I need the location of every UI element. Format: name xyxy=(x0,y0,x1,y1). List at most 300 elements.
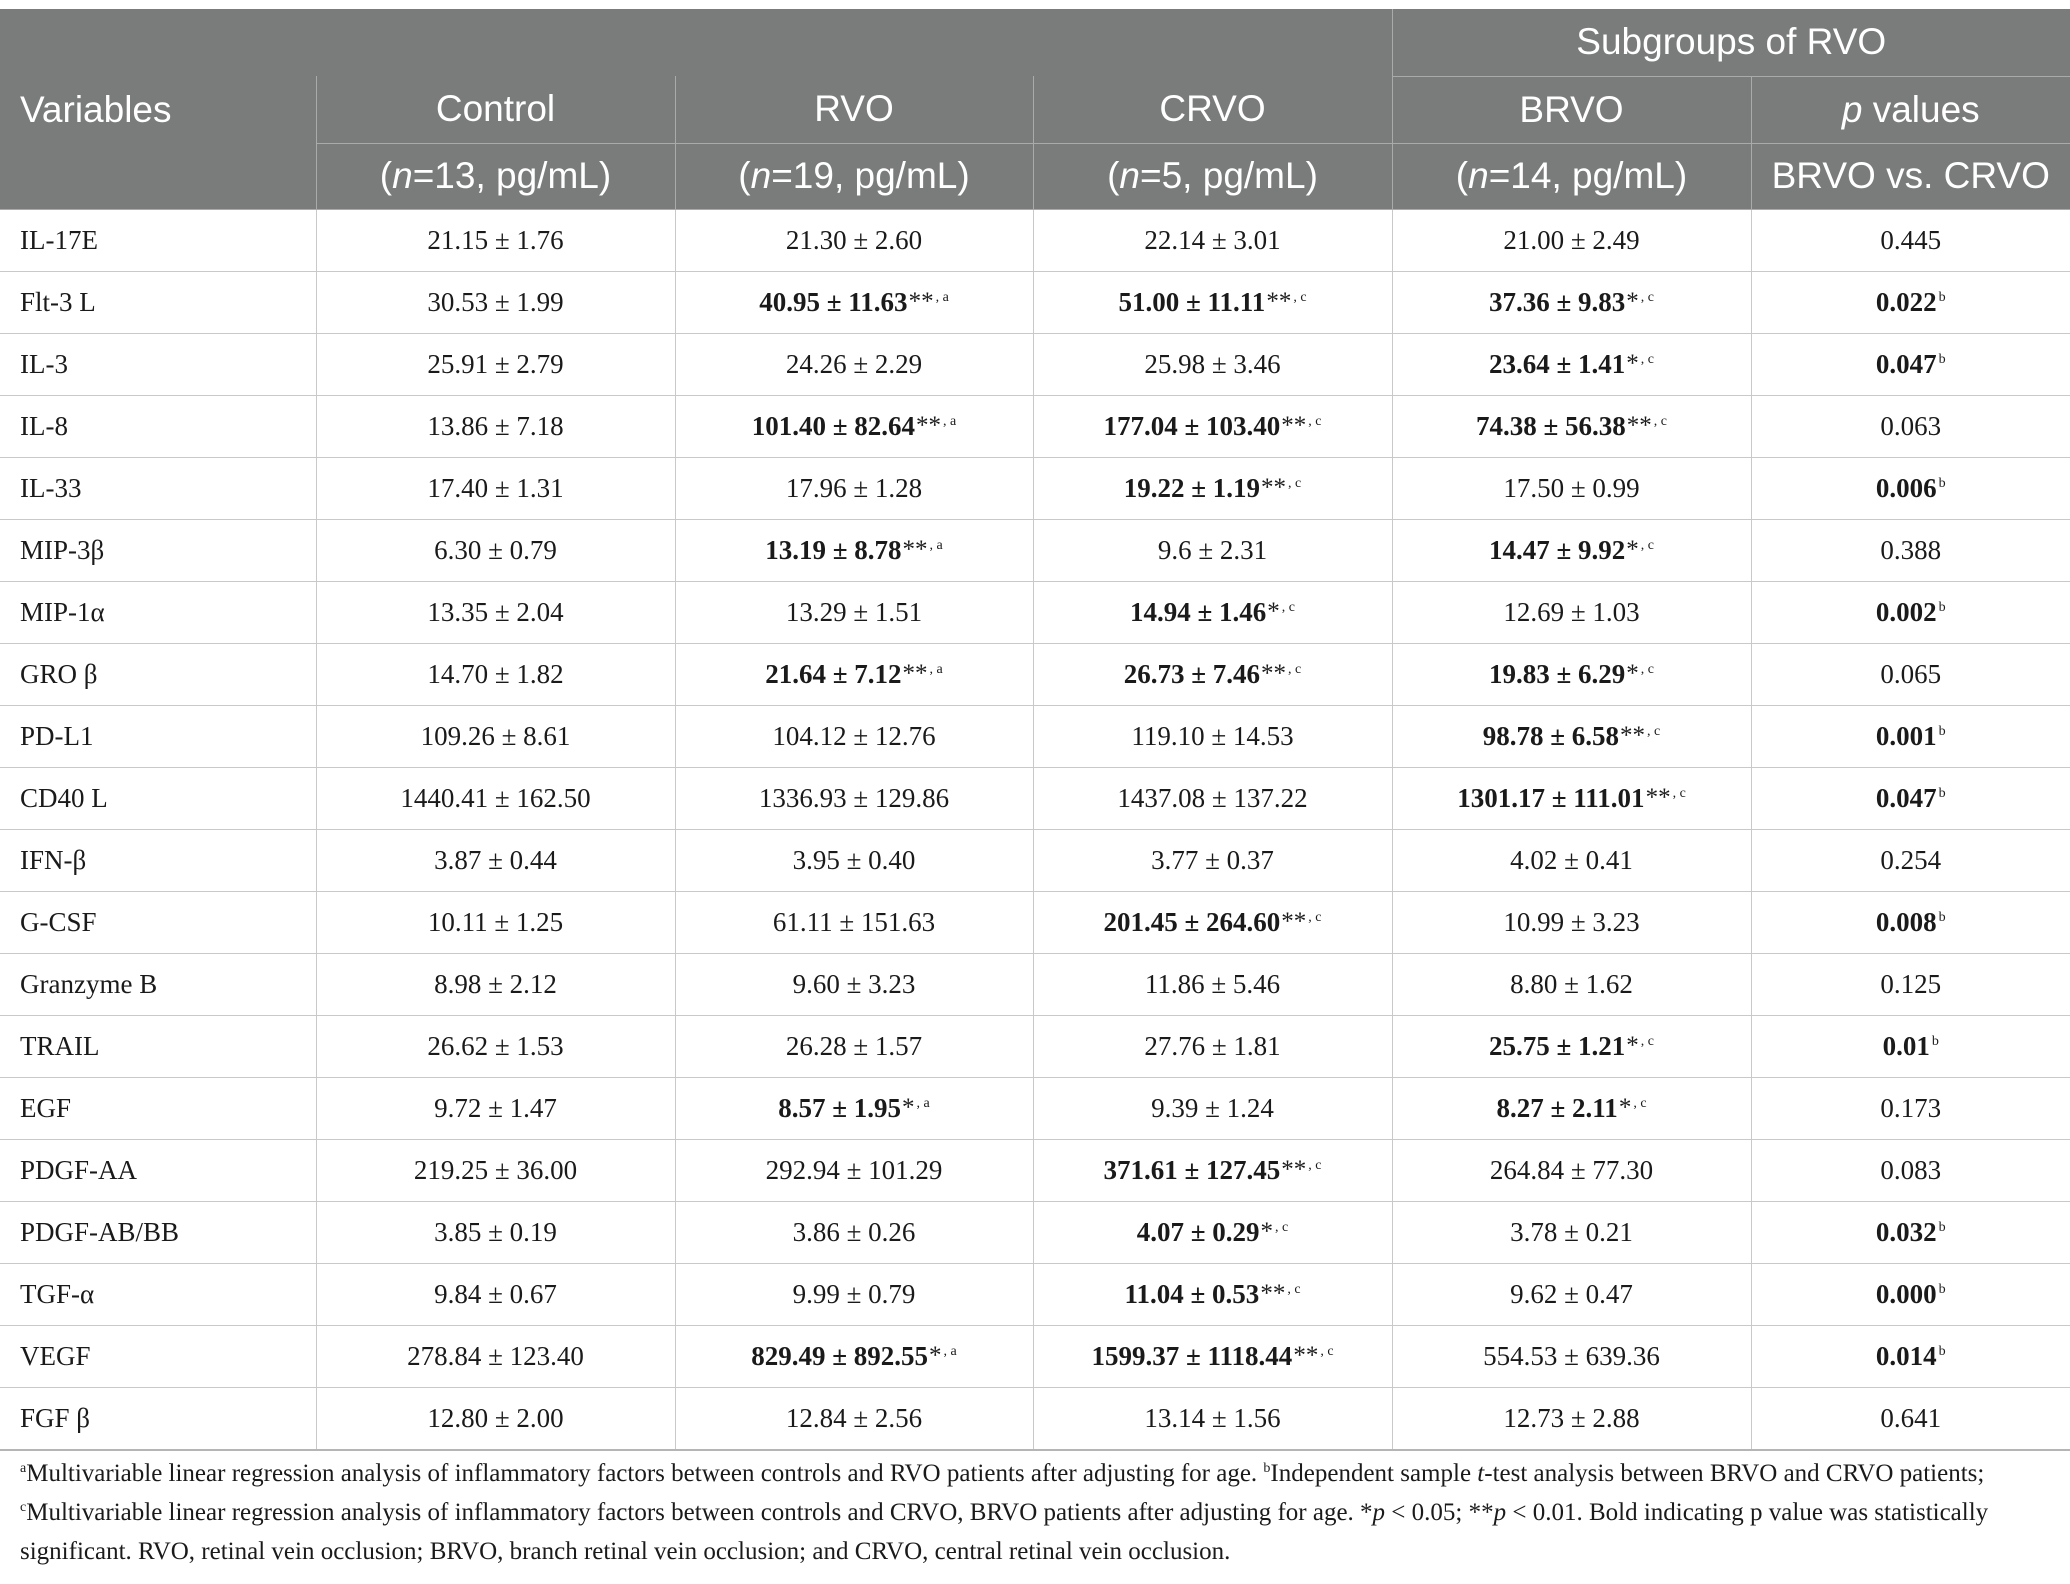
significance-stars: ** xyxy=(908,287,934,315)
crvo-cell xyxy=(1033,705,1392,767)
significance-stars: ** xyxy=(916,411,942,439)
brvo-cell xyxy=(1392,457,1751,519)
variable-cell: FGF β xyxy=(0,1387,316,1450)
crvo-cell xyxy=(1033,581,1392,643)
footnote-p2-text: < 0.01. Bold indicating p value was statistically significant. RVO, retinal vein occlusion; BRVO, branch retinal vein occlusion; and CRVO, central retinal vein occlusion. xyxy=(20,1499,1989,1565)
crvo-cell xyxy=(1033,767,1392,829)
crvo-cell xyxy=(1033,457,1392,519)
p-cell xyxy=(1751,519,2070,581)
control-cell xyxy=(316,457,675,519)
p-cell xyxy=(1751,395,2070,457)
variable-cell: Flt-3 L xyxy=(0,271,316,333)
header-sub-control: (n=13, pg/mL) xyxy=(316,143,675,209)
footnote-c-text: Multivariable linear regression analysis of inflammatory factors between controls and CRVO, BRVO patients after adjusting for age. * xyxy=(26,1499,1373,1526)
table-row xyxy=(0,953,2070,1015)
table-row xyxy=(0,1263,2070,1325)
cell-value: 9.60 ± 3.23 xyxy=(792,968,916,999)
control-cell xyxy=(316,1139,675,1201)
footnote-superscript: , c xyxy=(1288,661,1302,677)
footnote-b-mark: b xyxy=(1263,1461,1271,1476)
crvo-cell xyxy=(1033,395,1392,457)
cell-value: 11.86 ± 5.46 xyxy=(1144,968,1281,999)
cell-value: 3.77 ± 0.37 xyxy=(1151,844,1274,875)
cell-value: 21.64 ± 7.12 xyxy=(765,658,902,689)
control-cell xyxy=(316,643,675,705)
rvo-cell xyxy=(675,333,1033,395)
table-body xyxy=(0,209,2070,1450)
brvo-cell xyxy=(1392,209,1751,271)
brvo-cell xyxy=(1392,891,1751,953)
control-cell xyxy=(316,395,675,457)
significance-stars: * xyxy=(1626,1031,1639,1059)
control-cell xyxy=(316,1015,675,1077)
p-cell xyxy=(1751,209,2070,271)
brvo-cell xyxy=(1392,581,1751,643)
cell-value: 0.125 xyxy=(1880,968,1942,999)
significance-stars: * xyxy=(1260,1217,1274,1245)
crvo-cell xyxy=(1033,643,1392,705)
cell-value: 22.14 ± 3.01 xyxy=(1144,224,1281,255)
variable-cell: IL-17E xyxy=(0,209,316,271)
control-cell xyxy=(316,1077,675,1139)
significance-stars: ** xyxy=(1620,721,1646,749)
cell-value: 9.72 ± 1.47 xyxy=(434,1092,557,1123)
brvo-cell xyxy=(1392,829,1751,891)
cell-value: 264.84 ± 77.30 xyxy=(1489,1154,1654,1185)
brvo-cell xyxy=(1392,1077,1751,1139)
header-p-values: p values xyxy=(1751,76,2070,143)
crvo-cell xyxy=(1033,1139,1392,1201)
crvo-cell xyxy=(1033,1387,1392,1450)
rvo-cell xyxy=(675,1139,1033,1201)
cell-value: 1599.37 ± 1118.44 xyxy=(1091,1340,1293,1371)
p-cell xyxy=(1751,1077,2070,1139)
rvo-cell xyxy=(675,209,1033,271)
variable-cell: MIP-1α xyxy=(0,581,316,643)
table-row xyxy=(0,1325,2070,1387)
footnote-b-text-2: -test analysis between BRVO and CRVO patients; xyxy=(1484,1460,1985,1487)
variable-cell: TRAIL xyxy=(0,1015,316,1077)
crvo-cell xyxy=(1033,1325,1392,1387)
cell-value: 21.30 ± 2.60 xyxy=(785,224,923,255)
cell-value: 10.99 ± 3.23 xyxy=(1503,906,1640,937)
cell-value: 51.00 ± 11.11 xyxy=(1118,286,1266,317)
control-cell xyxy=(316,1201,675,1263)
header-sublabel-row xyxy=(0,143,2070,209)
cell-value: 4.07 ± 0.29 xyxy=(1136,1216,1260,1247)
footnote-superscript: b xyxy=(1938,1281,1946,1297)
variable-cell: IL-8 xyxy=(0,395,316,457)
p-cell xyxy=(1751,1201,2070,1263)
p-cell xyxy=(1751,767,2070,829)
cell-value: 21.00 ± 2.49 xyxy=(1503,224,1640,255)
control-cell xyxy=(316,767,675,829)
footnote-superscript: b xyxy=(1938,1343,1946,1359)
rvo-cell xyxy=(675,891,1033,953)
brvo-cell xyxy=(1392,705,1751,767)
cell-value: 13.86 ± 7.18 xyxy=(427,410,564,441)
significance-stars: ** xyxy=(902,535,928,563)
table-row xyxy=(0,829,2070,891)
rvo-cell xyxy=(675,1201,1033,1263)
control-cell xyxy=(316,1325,675,1387)
cell-value: 8.80 ± 1.62 xyxy=(1510,968,1633,999)
significance-stars: * xyxy=(1626,287,1639,315)
rvo-cell xyxy=(675,1015,1033,1077)
p-cell xyxy=(1751,1387,2070,1450)
footnote-superscript: , c xyxy=(1640,1033,1655,1049)
n-italic: n xyxy=(1468,155,1489,196)
table-row xyxy=(0,891,2070,953)
cell-value: 26.62 ± 1.53 xyxy=(427,1030,564,1061)
footnote-superscript: , c xyxy=(1633,1095,1647,1111)
header-p-italic: p xyxy=(1841,88,1863,130)
cell-value: 9.6 ± 2.31 xyxy=(1157,534,1268,565)
cell-value: 26.28 ± 1.57 xyxy=(785,1030,923,1061)
p-cell xyxy=(1751,891,2070,953)
footnote-superscript: b xyxy=(1938,289,1946,305)
p-cell xyxy=(1751,643,2070,705)
cell-value: 98.78 ± 6.58 xyxy=(1482,720,1620,751)
control-cell xyxy=(316,209,675,271)
variable-cell: GRO β xyxy=(0,643,316,705)
crvo-cell xyxy=(1033,1015,1392,1077)
cell-value: 8.27 ± 2.11 xyxy=(1496,1092,1618,1123)
significance-stars: ** xyxy=(1626,411,1652,439)
significance-stars: ** xyxy=(1645,783,1671,811)
cell-value: 0.001 xyxy=(1875,720,1937,751)
cell-value: 0.002 xyxy=(1875,596,1937,627)
header-control: Control xyxy=(316,76,675,143)
cell-value: 13.19 ± 8.78 xyxy=(765,534,902,565)
p-cell xyxy=(1751,581,2070,643)
footnote-superscript: , a xyxy=(929,661,943,677)
control-cell xyxy=(316,953,675,1015)
variable-cell: G-CSF xyxy=(0,891,316,953)
cell-value: 3.86 ± 0.26 xyxy=(792,1216,916,1247)
significance-stars: ** xyxy=(1261,473,1287,501)
rvo-cell xyxy=(675,271,1033,333)
table-row xyxy=(0,1139,2070,1201)
crvo-cell xyxy=(1033,953,1392,1015)
table-row xyxy=(0,581,2070,643)
p-cell xyxy=(1751,271,2070,333)
cell-value: 23.64 ± 1.41 xyxy=(1488,348,1626,379)
significance-stars: ** xyxy=(1281,411,1307,439)
crvo-cell xyxy=(1033,829,1392,891)
cell-value: 37.36 ± 9.83 xyxy=(1488,286,1626,317)
significance-stars: * xyxy=(1626,659,1639,687)
footnote-superscript: , c xyxy=(1308,1157,1322,1173)
brvo-cell xyxy=(1392,1015,1751,1077)
cell-value: 17.50 ± 0.99 xyxy=(1503,472,1640,503)
footnote-superscript: , c xyxy=(1320,1343,1334,1359)
cell-value: 17.96 ± 1.28 xyxy=(785,472,923,503)
variable-cell: MIP-3β xyxy=(0,519,316,581)
crvo-cell xyxy=(1033,1263,1392,1325)
cell-value: 1437.08 ± 137.22 xyxy=(1117,782,1308,813)
variable-cell: IL-3 xyxy=(0,333,316,395)
footnote-superscript: , a xyxy=(943,413,957,429)
footnote-superscript: b xyxy=(1938,723,1946,739)
table-row xyxy=(0,457,2070,519)
cell-value: 13.29 ± 1.51 xyxy=(785,596,923,627)
brvo-cell xyxy=(1392,395,1751,457)
p-cell xyxy=(1751,1263,2070,1325)
cell-value: 24.26 ± 2.29 xyxy=(785,348,923,379)
table-row xyxy=(0,395,2070,457)
footnote-b-text-1: Independent sample xyxy=(1270,1460,1478,1487)
cell-value: 1301.17 ± 111.01 xyxy=(1457,782,1645,813)
brvo-cell xyxy=(1392,767,1751,829)
significance-stars: ** xyxy=(902,659,928,687)
variable-cell: IFN-β xyxy=(0,829,316,891)
rvo-cell xyxy=(675,457,1033,519)
cell-value: 219.25 ± 36.00 xyxy=(413,1154,578,1185)
footnote-p1: p xyxy=(1372,1499,1386,1526)
cell-value: 12.80 ± 2.00 xyxy=(427,1402,564,1433)
cell-value: 0.083 xyxy=(1880,1154,1942,1185)
cell-value: 177.04 ± 103.40 xyxy=(1103,410,1281,441)
brvo-cell xyxy=(1392,519,1751,581)
footnote-superscript: , c xyxy=(1281,599,1296,615)
footnote-superscript: , c xyxy=(1640,351,1655,367)
table-row xyxy=(0,1015,2070,1077)
rvo-cell xyxy=(675,581,1033,643)
p-cell xyxy=(1751,457,2070,519)
control-cell xyxy=(316,519,675,581)
cell-value: 11.04 ± 0.53 xyxy=(1124,1278,1260,1309)
footnote-superscript: , a xyxy=(929,537,943,553)
p-cell xyxy=(1751,953,2070,1015)
footnote-superscript: , c xyxy=(1640,289,1655,305)
header-sub-brvo: (n=14, pg/mL) xyxy=(1392,143,1751,209)
cell-value: 0.063 xyxy=(1880,410,1942,441)
table-row xyxy=(0,1201,2070,1263)
crvo-cell xyxy=(1033,1077,1392,1139)
footnote-superscript: , c xyxy=(1647,723,1661,739)
cell-value: 0.01 xyxy=(1882,1030,1930,1061)
cell-value: 9.99 ± 0.79 xyxy=(792,1278,916,1309)
significance-stars: ** xyxy=(1261,659,1287,687)
crvo-cell xyxy=(1033,209,1392,271)
cell-value: 21.15 ± 1.76 xyxy=(427,224,564,255)
footnote-superscript: b xyxy=(1938,475,1946,491)
cell-value: 13.35 ± 2.04 xyxy=(427,596,564,627)
header-sub-crvo: (n=5, pg/mL) xyxy=(1033,143,1392,209)
variable-cell: PDGF-AB/BB xyxy=(0,1201,316,1263)
brvo-cell xyxy=(1392,1201,1751,1263)
cell-value: 0.047 xyxy=(1875,348,1937,379)
footnote-superscript: b xyxy=(1938,1219,1946,1235)
cell-value: 278.84 ± 123.40 xyxy=(407,1340,584,1371)
variable-cell: PDGF-AA xyxy=(0,1139,316,1201)
header-sub-variables xyxy=(0,143,316,209)
control-cell xyxy=(316,333,675,395)
variable-cell: IL-33 xyxy=(0,457,316,519)
control-cell xyxy=(316,271,675,333)
footnote-superscript: , a xyxy=(916,1095,930,1111)
footnote-superscript: , c xyxy=(1293,289,1307,305)
p-cell xyxy=(1751,1015,2070,1077)
cell-value: 14.94 ± 1.46 xyxy=(1129,596,1267,627)
crvo-cell xyxy=(1033,333,1392,395)
cell-value: 40.95 ± 11.63 xyxy=(759,286,908,317)
cell-value: 9.84 ± 0.67 xyxy=(434,1278,557,1309)
cell-value: 201.45 ± 264.60 xyxy=(1103,906,1281,937)
cell-value: 12.69 ± 1.03 xyxy=(1503,596,1640,627)
control-cell xyxy=(316,829,675,891)
cell-value: 25.75 ± 1.21 xyxy=(1488,1030,1626,1061)
footnote-superscript: , c xyxy=(1308,413,1322,429)
footnote-p1-text: < 0.05; ** xyxy=(1385,1499,1494,1526)
control-cell xyxy=(316,891,675,953)
header-crvo: CRVO xyxy=(1033,76,1392,143)
cell-value: 27.76 ± 1.81 xyxy=(1144,1030,1281,1061)
variable-cell: CD40 L xyxy=(0,767,316,829)
cell-value: 0.445 xyxy=(1880,224,1942,255)
rvo-cell xyxy=(675,1387,1033,1450)
rvo-cell xyxy=(675,519,1033,581)
cell-value: 12.73 ± 2.88 xyxy=(1503,1402,1640,1433)
cell-value: 8.98 ± 2.12 xyxy=(434,968,557,999)
table-row xyxy=(0,643,2070,705)
cell-value: 119.10 ± 14.53 xyxy=(1131,720,1294,751)
significance-stars: ** xyxy=(1281,1155,1307,1183)
footnote-superscript: , a xyxy=(943,1343,957,1359)
brvo-cell xyxy=(1392,953,1751,1015)
table-footnote xyxy=(20,1456,2050,1569)
cell-value: 3.95 ± 0.40 xyxy=(792,844,916,875)
cell-value: 1440.41 ± 162.50 xyxy=(400,782,591,813)
cell-value: 12.84 ± 2.56 xyxy=(785,1402,923,1433)
cell-value: 25.91 ± 2.79 xyxy=(427,348,564,379)
cell-value: 10.11 ± 1.25 xyxy=(427,906,564,937)
cell-value: 0.008 xyxy=(1875,906,1937,937)
cell-value: 109.26 ± 8.61 xyxy=(420,720,571,751)
footnote-c-mark: c xyxy=(20,1500,27,1515)
cell-value: 829.49 ± 892.55 xyxy=(751,1340,929,1371)
footnote-superscript: b xyxy=(1938,351,1946,367)
p-cell xyxy=(1751,705,2070,767)
significance-stars: ** xyxy=(1281,907,1307,935)
variable-cell: EGF xyxy=(0,1077,316,1139)
header-rvo: RVO xyxy=(675,76,1033,143)
table-row xyxy=(0,1077,2070,1139)
cell-value: 13.14 ± 1.56 xyxy=(1144,1402,1281,1433)
header-group-row xyxy=(0,9,2070,76)
brvo-cell xyxy=(1392,271,1751,333)
cell-value: 19.83 ± 6.29 xyxy=(1488,658,1626,689)
variable-cell: TGF-α xyxy=(0,1263,316,1325)
significance-stars: ** xyxy=(1260,1279,1286,1307)
crvo-cell xyxy=(1033,271,1392,333)
footnote-superscript: b xyxy=(1931,1033,1939,1049)
crvo-cell xyxy=(1033,1201,1392,1263)
cell-value: 9.62 ± 0.47 xyxy=(1510,1278,1633,1309)
table-row xyxy=(0,209,2070,271)
cell-value: 17.40 ± 1.31 xyxy=(427,472,564,503)
significance-stars: * xyxy=(1626,535,1639,563)
significance-stars: * xyxy=(929,1341,942,1369)
header-label-row xyxy=(0,76,2070,143)
footnote-superscript: , c xyxy=(1287,1281,1301,1297)
cell-value: 8.57 ± 1.95 xyxy=(778,1092,902,1123)
significance-stars: ** xyxy=(1266,287,1292,315)
rvo-cell xyxy=(675,1263,1033,1325)
cell-value: 61.11 ± 151.63 xyxy=(772,906,936,937)
cell-value: 74.38 ± 56.38 xyxy=(1475,410,1626,441)
significance-stars: * xyxy=(902,1093,915,1121)
footnote-b-t: t xyxy=(1477,1460,1485,1487)
footnote-superscript: b xyxy=(1938,599,1946,615)
cell-value: 0.047 xyxy=(1875,782,1937,813)
significance-stars: * xyxy=(1618,1093,1632,1121)
table-row xyxy=(0,705,2070,767)
significance-stars: * xyxy=(1267,597,1280,625)
brvo-cell xyxy=(1392,1263,1751,1325)
n-italic: n xyxy=(392,155,413,196)
brvo-cell xyxy=(1392,643,1751,705)
cell-value: 554.53 ± 639.36 xyxy=(1483,1340,1660,1371)
cell-value: 292.94 ± 101.29 xyxy=(765,1154,943,1185)
footnote-a-mark: a xyxy=(20,1461,27,1476)
cell-value: 0.065 xyxy=(1880,658,1942,689)
footnote-superscript: , c xyxy=(1640,537,1655,553)
subgroup-header: Subgroups of RVO xyxy=(1392,9,2070,76)
table-row xyxy=(0,1387,2070,1450)
control-cell xyxy=(316,1263,675,1325)
footnote-superscript: b xyxy=(1938,785,1946,801)
cell-value: 25.98 ± 3.46 xyxy=(1144,348,1281,379)
header-variables: Variables xyxy=(0,76,316,143)
cell-value: 3.85 ± 0.19 xyxy=(434,1216,557,1247)
significance-stars: ** xyxy=(1293,1341,1319,1369)
p-cell xyxy=(1751,333,2070,395)
footnote-p2: p xyxy=(1493,1499,1507,1526)
footnote-a-text: Multivariable linear regression analysis of inflammatory factors between controls and RVO patients after adjusting for age. xyxy=(26,1460,1264,1487)
footnote-superscript: , c xyxy=(1672,785,1686,801)
variable-cell: Granzyme B xyxy=(0,953,316,1015)
cell-value: 14.47 ± 9.92 xyxy=(1488,534,1626,565)
cell-value: 0.641 xyxy=(1880,1402,1942,1433)
brvo-cell xyxy=(1392,333,1751,395)
footnote-superscript: , c xyxy=(1288,475,1302,491)
rvo-cell xyxy=(675,1325,1033,1387)
cell-value: 9.39 ± 1.24 xyxy=(1151,1092,1274,1123)
rvo-cell xyxy=(675,829,1033,891)
footnote-superscript: , c xyxy=(1640,661,1655,677)
significance-stars: * xyxy=(1626,349,1639,377)
cell-value: 19.22 ± 1.19 xyxy=(1123,472,1261,503)
rvo-cell xyxy=(675,953,1033,1015)
brvo-cell xyxy=(1392,1139,1751,1201)
variable-cell: VEGF xyxy=(0,1325,316,1387)
n-italic: n xyxy=(1119,155,1140,196)
p-cell xyxy=(1751,1139,2070,1201)
table-row xyxy=(0,271,2070,333)
control-cell xyxy=(316,1387,675,1450)
header-brvo: BRVO xyxy=(1392,76,1751,143)
cell-value: 3.87 ± 0.44 xyxy=(434,844,557,875)
cell-value: 0.000 xyxy=(1875,1278,1937,1309)
control-cell xyxy=(316,705,675,767)
footnote-superscript: b xyxy=(1938,909,1946,925)
cell-value: 0.014 xyxy=(1875,1340,1937,1371)
control-cell xyxy=(316,581,675,643)
n-italic: n xyxy=(750,155,772,196)
rvo-cell xyxy=(675,705,1033,767)
